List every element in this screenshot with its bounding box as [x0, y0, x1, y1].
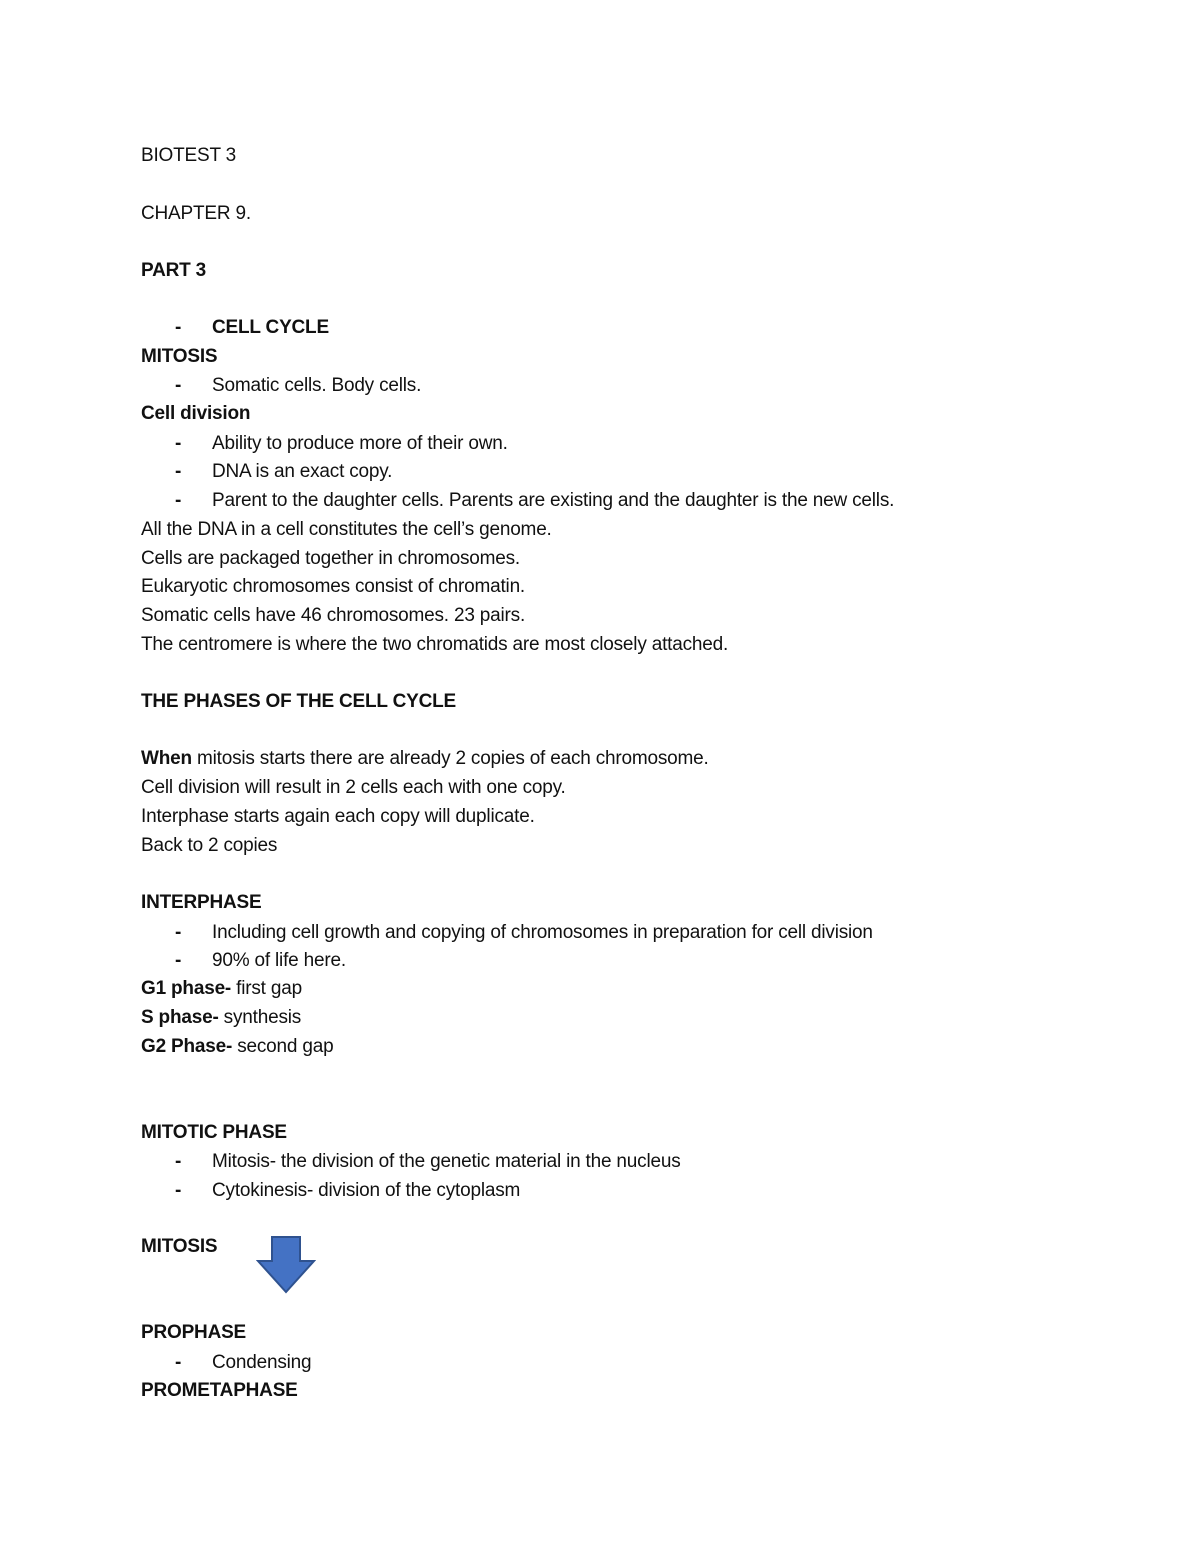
prometaphase-heading: PROMETAPHASE — [141, 1380, 298, 1401]
bullet-dash: - — [175, 1180, 182, 1201]
g2-label: G2 Phase- — [141, 1036, 233, 1057]
phases-lead-bold: When — [141, 748, 192, 769]
bullet-dash: - — [175, 1151, 182, 1172]
phases-heading: THE PHASES OF THE CELL CYCLE — [141, 691, 456, 712]
phases-line: Cell division will result in 2 cells each with one copy. — [141, 777, 566, 798]
bullet-text: Cytokinesis- division of the cytoplasm — [212, 1180, 521, 1201]
bullet-text: CELL CYCLE — [212, 317, 329, 338]
bullet-text: Mitosis- the division of the genetic material in the nucleus — [212, 1151, 681, 1172]
genome-line: All the DNA in a cell constitutes the cell’s genome. — [141, 519, 552, 540]
mitosis-heading-2: MITOSIS — [141, 1236, 218, 1257]
g1-line — [141, 976, 302, 1002]
bullet-text: Condensing — [212, 1352, 312, 1373]
bullet-dash: - — [175, 950, 182, 971]
cell-division-heading: Cell division — [141, 403, 251, 424]
bullet-text: 90% of life here. — [212, 950, 346, 971]
genome-line: Eukaryotic chromosomes consist of chromatin. — [141, 576, 526, 597]
part-label: PART 3 — [141, 260, 206, 281]
bullet-dash: - — [175, 461, 182, 482]
bullet-text: Parent to the daughter cells. Parents are existing and the daughter is the new cells. — [212, 490, 895, 511]
bullet-dash: - — [175, 317, 182, 338]
phases-lead-line — [141, 746, 709, 772]
bullet-dash: - — [175, 433, 182, 454]
genome-line: The centromere is where the two chromatids are most closely attached. — [141, 634, 729, 655]
s-label: S phase- — [141, 1007, 219, 1028]
g1-text: first gap — [231, 978, 302, 999]
bullet-dash: - — [175, 922, 182, 943]
mitotic-phase-heading: MITOTIC PHASE — [141, 1122, 287, 1143]
s-line — [141, 1005, 301, 1031]
prophase-heading: PROPHASE — [141, 1322, 247, 1343]
doc-title: BIOTEST 3 — [141, 145, 236, 166]
s-text: synthesis — [218, 1007, 302, 1028]
g2-line — [141, 1034, 333, 1060]
bullet-dash: - — [175, 375, 182, 396]
bullet-dash: - — [175, 490, 182, 511]
bullet-dash: - — [175, 1352, 182, 1373]
phases-line: Back to 2 copies — [141, 835, 278, 856]
chapter-label: CHAPTER 9. — [141, 203, 251, 224]
bullet-text: Including cell growth and copying of chromosomes in preparation for cell division — [212, 922, 873, 943]
genome-line: Cells are packaged together in chromosomes. — [141, 548, 520, 569]
g2-text: second gap — [232, 1036, 334, 1057]
bullet-text: DNA is an exact copy. — [212, 461, 393, 482]
bullet-text: Somatic cells. Body cells. — [212, 375, 422, 396]
g1-label: G1 phase- — [141, 978, 232, 999]
interphase-heading: INTERPHASE — [141, 892, 262, 913]
genome-line: Somatic cells have 46 chromosomes. 23 pairs. — [141, 605, 526, 626]
mitosis-heading: MITOSIS — [141, 346, 218, 367]
down-arrow-icon — [256, 1236, 316, 1294]
bullet-text: Ability to produce more of their own. — [212, 433, 508, 454]
phases-lead-rest: mitosis starts there are already 2 copies of each chromosome. — [191, 748, 709, 769]
phases-line: Interphase starts again each copy will duplicate. — [141, 806, 535, 827]
